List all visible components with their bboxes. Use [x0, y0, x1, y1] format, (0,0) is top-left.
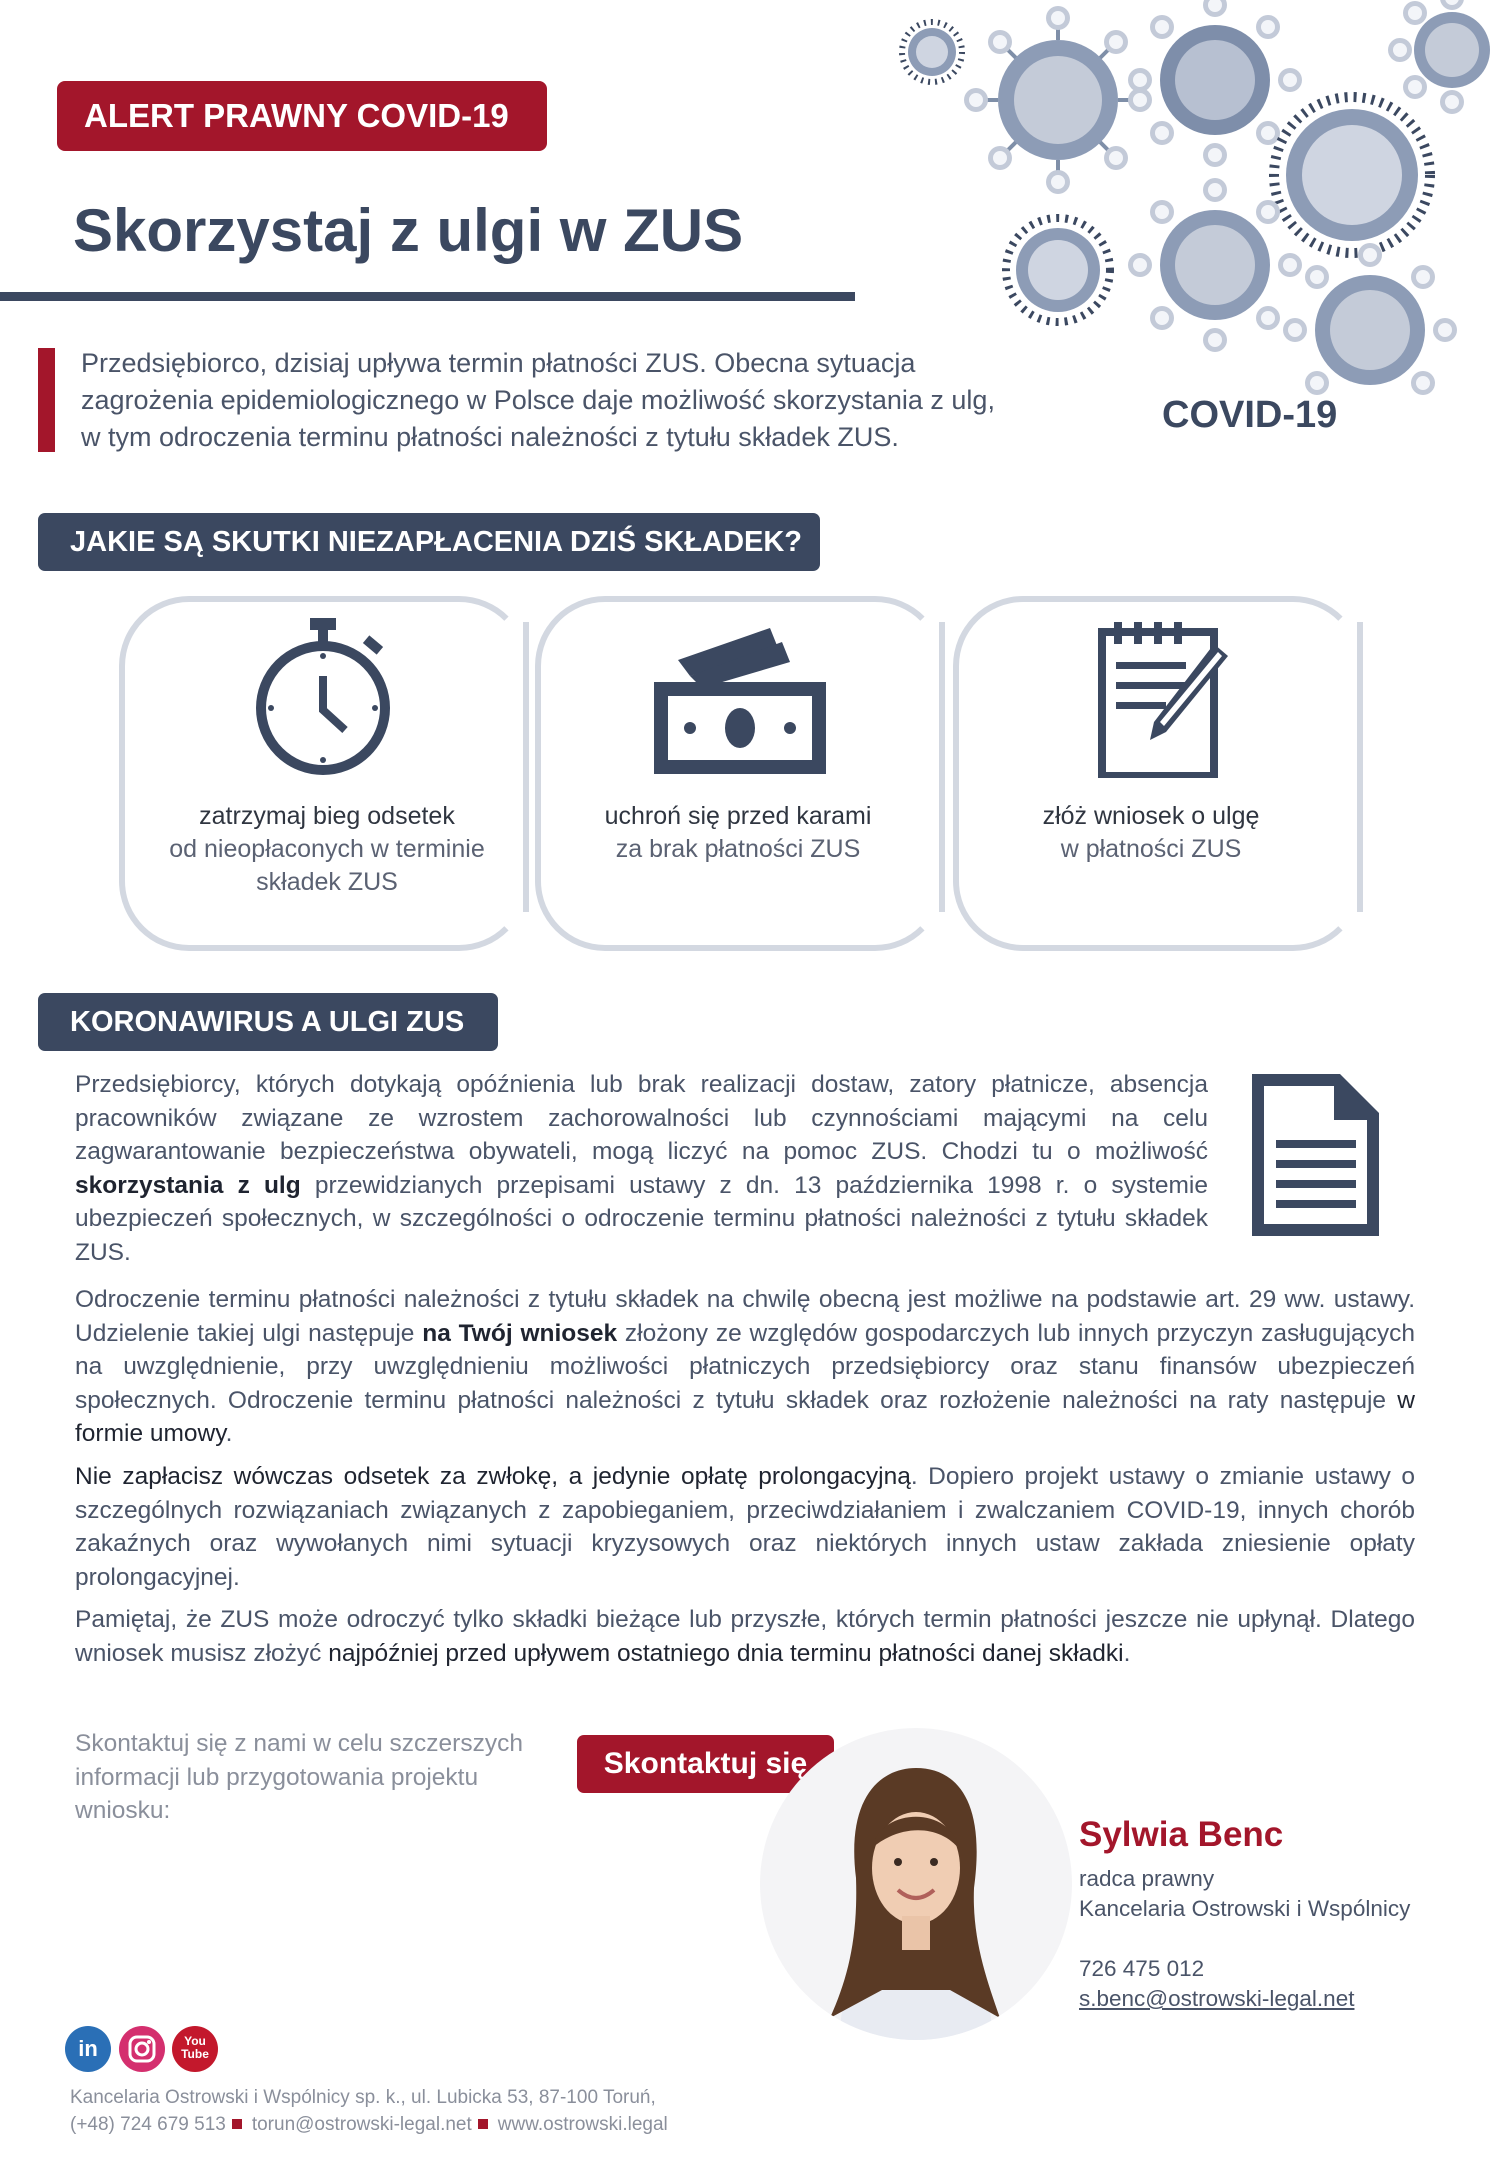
text-emphasis: w formie umowy: [75, 1386, 1415, 1447]
intro-accent-bar: [38, 348, 55, 452]
contact-button[interactable]: Skontaktuj się: [577, 1735, 834, 1793]
card-subtitle: za brak płatności ZUS: [615, 835, 861, 863]
text-emphasis: skorzystania z ulg: [75, 1171, 301, 1199]
paragraph: [75, 1603, 1415, 1670]
footer-contact-line: [70, 2114, 668, 2136]
intro-line: zagrożenia epidemiologicznego w Polsce daje możliwość skorzystania z ulg,: [81, 385, 995, 415]
stopwatch-icon: [232, 618, 412, 778]
covid-label: COVID-19: [1162, 394, 1338, 436]
notepad-pen-icon: [1068, 618, 1248, 778]
intro-text: [81, 345, 1041, 456]
section-heading-effects: JAKIE SĄ SKUTKI NIEZAPŁACENIA DZIŚ SKŁADEK?: [38, 513, 820, 571]
linkedin-icon[interactable]: [65, 2026, 111, 2072]
page-title: Skorzystaj z ulgi w ZUS: [73, 197, 744, 264]
avatar: [760, 1728, 1072, 2040]
footer-phone: (+48) 724 679 513: [70, 2114, 226, 2135]
contact-phone: 726 475 012: [1079, 1956, 1205, 1981]
contact-text: Skontaktuj się z nami w celu szczerszych informacji lub przygotowania projektu wniosku:: [75, 1730, 523, 1824]
footer-website[interactable]: www.ostrowski.legal: [497, 2114, 668, 2135]
youtube-icon[interactable]: [172, 2026, 218, 2072]
contact-firm: Kancelaria Ostrowski i Wspólnicy: [1079, 1896, 1411, 1921]
separator-square: [232, 2119, 242, 2129]
text-run: przewidzianych przepisami ustawy z dn. 13 października 1998 r. o systemie ubezpieczeń społecznych, w szczególności o odroczenie terminu płatności należności z tytułu składek ZUS.: [75, 1171, 1208, 1266]
contact-email-link[interactable]: s.benc@ostrowski-legal.net: [1079, 1986, 1355, 2011]
title-divider: [0, 292, 855, 301]
contact-role: radca prawny: [1079, 1866, 1215, 1891]
instagram-icon[interactable]: [119, 2026, 165, 2072]
text-run: Odroczenie terminu płatności należności z tytułu składek na chwilę obecną jest możliwe na podstawie art. 29 ww. ustawy. Udzielenie takiej ulgi następuje: [75, 1286, 1415, 1347]
card-subtitle: od nieopłaconych w terminie: [169, 835, 485, 863]
footer-email[interactable]: torun@ostrowski-legal.net: [251, 2114, 472, 2135]
money-icon: [650, 618, 830, 778]
paragraph: [75, 1460, 1415, 1594]
text-emphasis: najpóźniej przed upływem ostatniego dnia terminu płatności danej składki: [328, 1639, 1124, 1667]
card-title: zatrzymaj bieg odsetek: [199, 802, 455, 830]
text-run: .: [1123, 1639, 1131, 1667]
document-icon: [1248, 1070, 1383, 1240]
youtube-label: You: [184, 2034, 206, 2048]
text-run: .: [225, 1420, 233, 1447]
section-heading-coronavirus: KORONAWIRUS A ULGI ZUS: [38, 993, 498, 1051]
card-subtitle: składek ZUS: [256, 868, 398, 896]
card-text: [127, 800, 527, 899]
contact-name: Sylwia Benc: [1079, 1815, 1284, 1854]
card-edge: [939, 622, 945, 912]
text-emphasis: Nie zapłacisz wówczas odsetek za zwłokę, a jedynie opłatę prolongacyjną: [75, 1463, 911, 1490]
footer-address: Kancelaria Ostrowski i Wspólnicy sp. k., ul. Lubicka 53, 87-100 Toruń,: [70, 2087, 656, 2108]
youtube-label: Tube: [181, 2047, 209, 2061]
text-run: Pamiętaj, że ZUS może odroczyć tylko składki bieżące lub przyszłe, których termin płatności jeszcze nie upłynął. Dlatego wniosek musisz złożyć: [75, 1606, 1415, 1667]
card-subtitle: w płatności ZUS: [1060, 835, 1242, 863]
card-title: uchroń się przed karami: [604, 802, 872, 830]
intro-line: Przedsiębiorco, dzisiaj upływa termin płatności ZUS. Obecna sytuacja: [81, 348, 916, 378]
linkedin-label: in: [78, 2036, 98, 2061]
text-run: . Dopiero projekt ustawy o zmianie ustawy o szczególnych rozwiązaniach związanych z zapobieganiem, przeciwdziałaniem i zwalczaniem COVID-19, innych chorób zakaźnych oraz wywołanych nimi sytuacji kryzysowych oraz niektórych innych ustaw zakłada zniesienie opłaty prolongacyjnej.: [75, 1463, 1416, 1591]
text-run: Przedsiębiorcy, których dotykają opóźnienia lub brak realizacji dostaw, zatory płatnicze, absencja pracowników związane ze wzrostem zachorowalności lub czynnościami mającymi na celu zagwarantowanie bezpieczeństwa obywateli, mogą liczyć na pomoc ZUS. Chodzi tu o możliwość: [75, 1071, 1208, 1165]
text-run: złożony ze względów gospodarczych lub innych przyczyn zasługujących na uwzględnienie, przy uwzględnieniu możliwości płatniczych przedsiębiorcy oraz stanu finansów ubezpieczeń społecznych. Odroczenie terminu płatności należności z tytułu składek oraz rozłożenie należności na raty następuje: [75, 1319, 1416, 1414]
card-text: [538, 800, 938, 866]
card-edge: [1357, 622, 1363, 912]
separator-square: [478, 2119, 488, 2129]
card-title: złóż wniosek o ulgę: [1042, 802, 1260, 830]
intro-line: w tym odroczenia terminu płatności należności z tytułu składek ZUS.: [81, 422, 899, 452]
alert-badge: ALERT PRAWNY COVID-19: [57, 81, 547, 151]
text-emphasis: na Twój wniosek: [422, 1319, 618, 1347]
card-text: [951, 800, 1351, 866]
paragraph: [75, 1068, 1208, 1269]
paragraph: [75, 1283, 1415, 1451]
